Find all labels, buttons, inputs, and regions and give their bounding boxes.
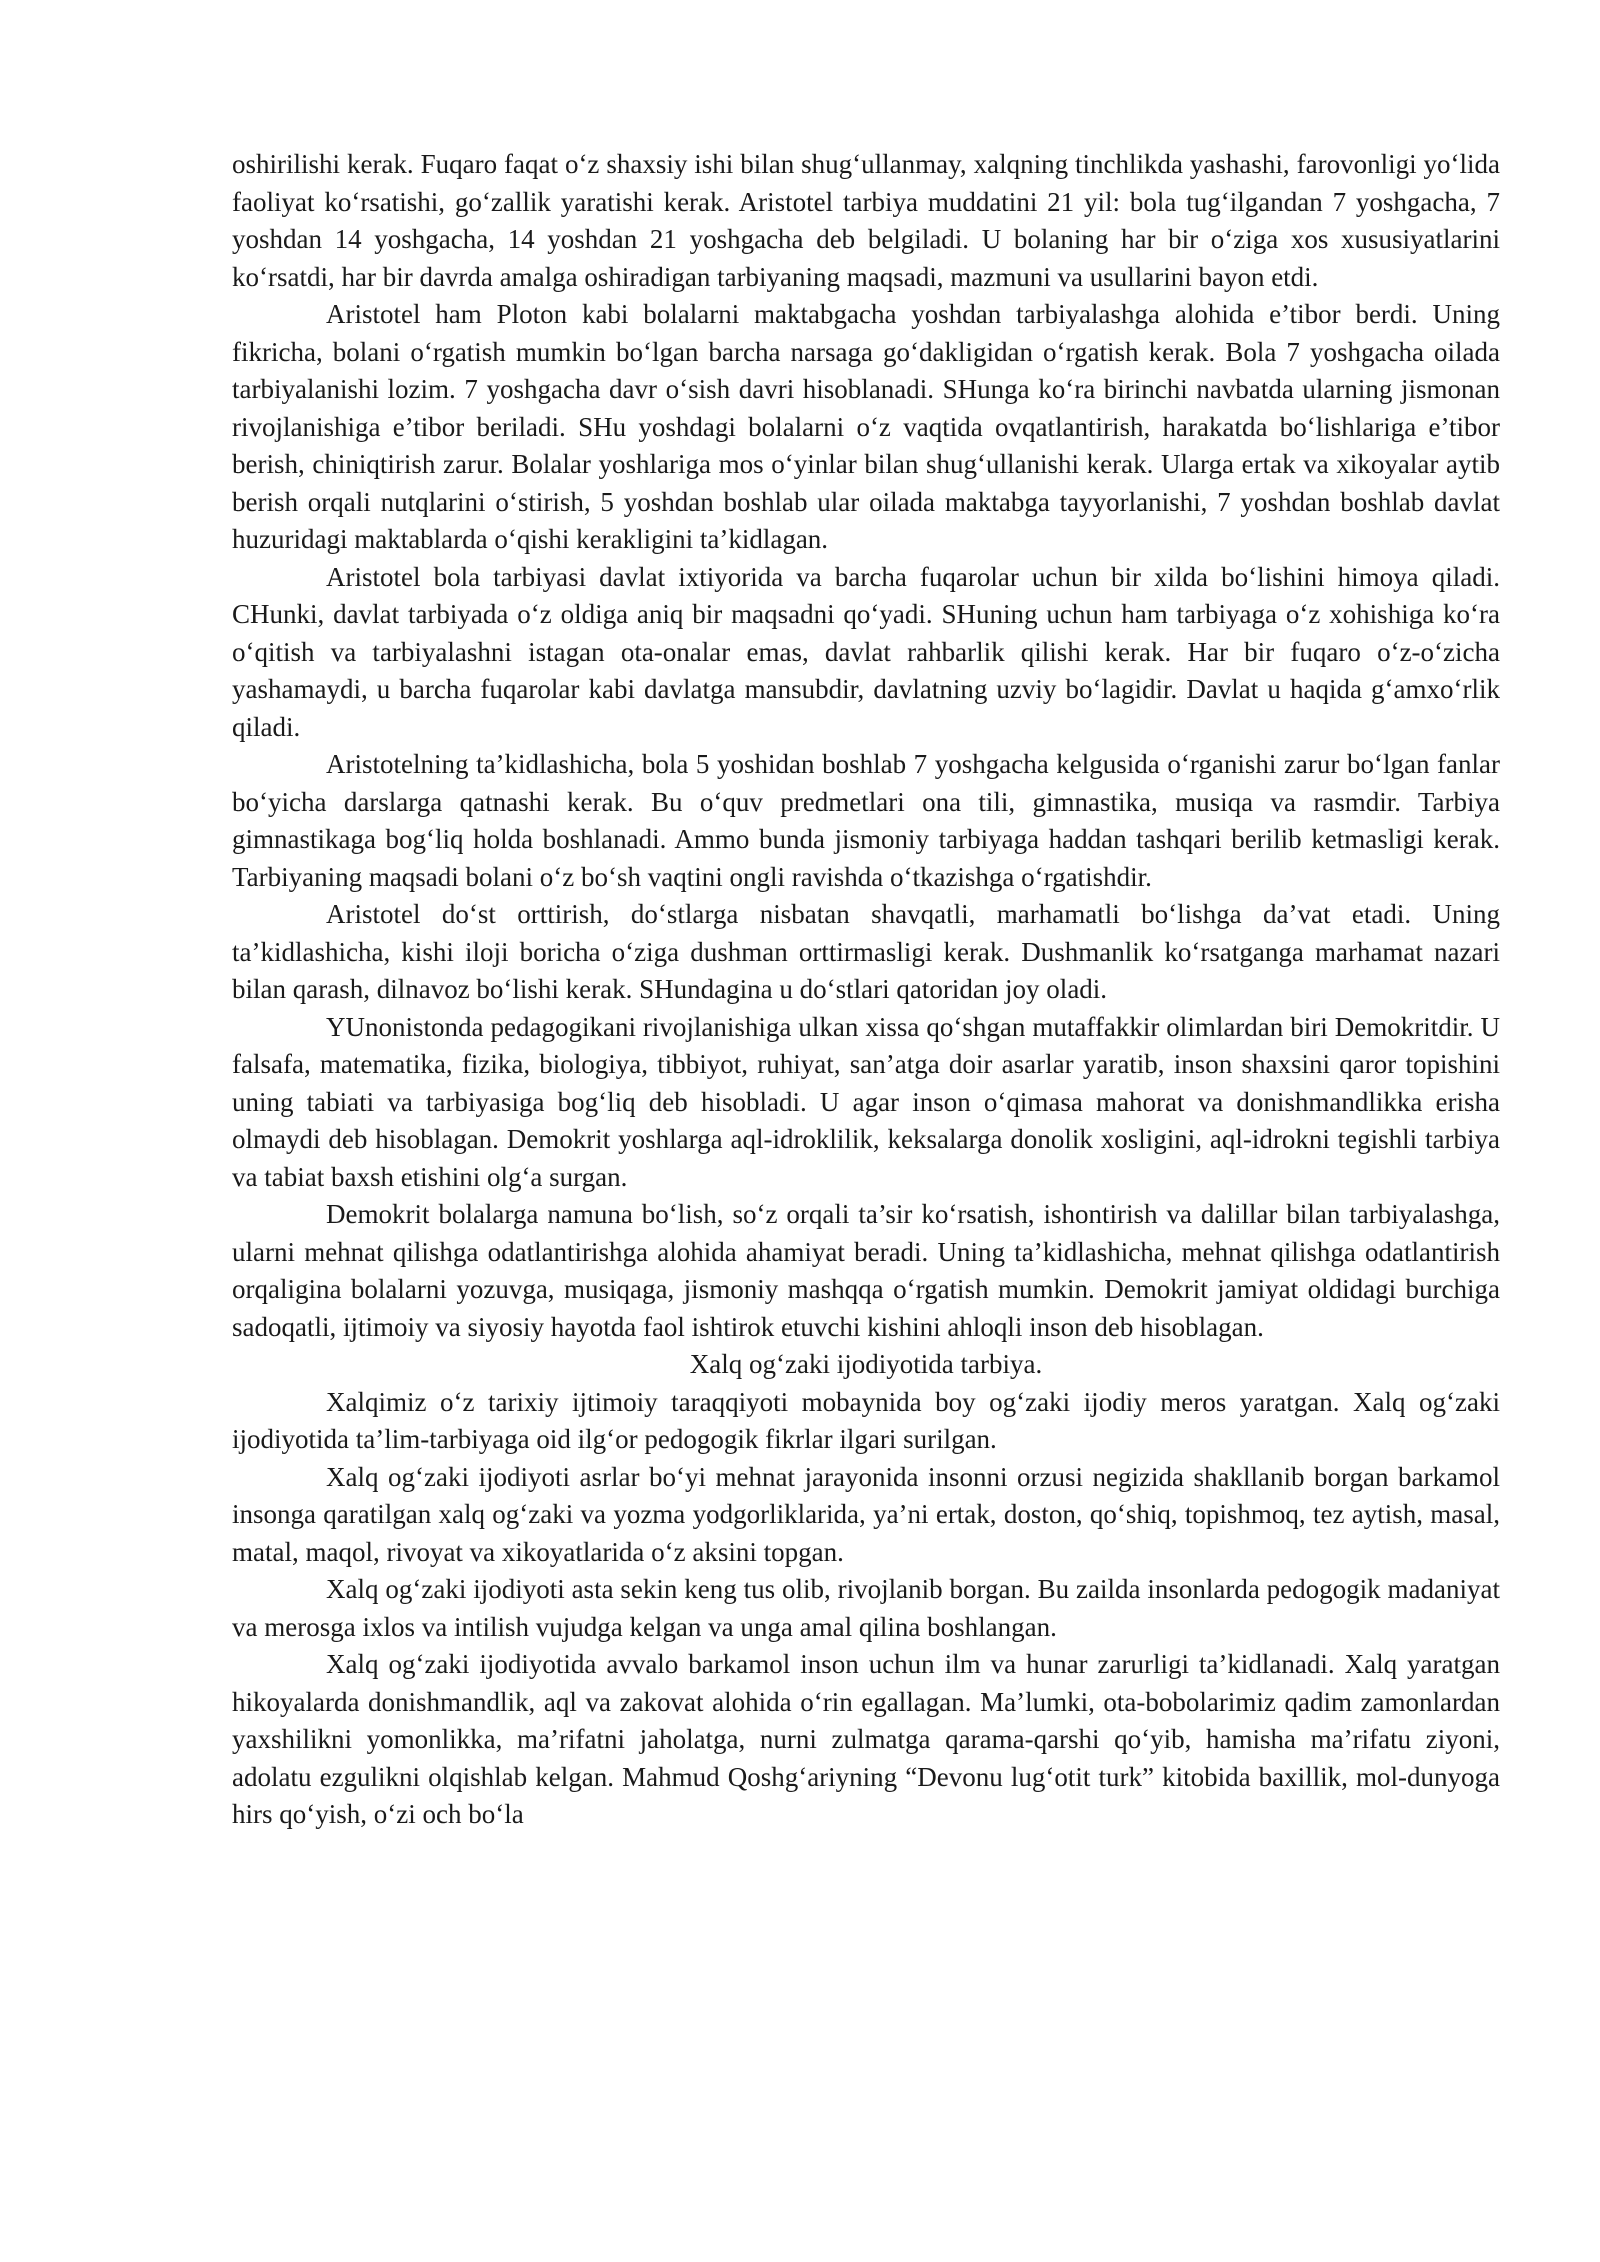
- paragraph-11: Xalq og‘zaki ijodiyotida avvalo barkamol inson uchun ilm va hunar zarurligi ta’kidlanadi. Xalq yaratgan hikoyalarda donishmandlik, aql va zakovat alohida o‘rin egallagan. Ma’lumki, ota-bobolarimiz qadim zamonlardan yaxshilikni yomonlikka, ma’rifatni jaholatga, nurni zulmatga qarama-qarshi qo‘yib, hamisha ma’rifatu ziyoni, adolatu ezgulikni olqishlab kelgan. Mahmud Qoshg‘ariyning “Devonu lug‘otit turk” kitobida baxillik, mol-dunyoga hirs qo‘yish, o‘zi och bo‘la: [232, 1649, 1500, 1829]
- paragraph-2: Aristotel ham Ploton kabi bolalarni maktabgacha yoshdan tarbiyalashga alohida e’tibor berdi. Uning fikricha, bolani o‘rgatish mumkin bo‘lgan barcha narsaga go‘dakligidan o‘rgatish kerak. Bola 7 yoshgacha oilada tarbiyalanishi lozim. 7 yoshgacha davr o‘sish davri hisoblanadi. SHunga ko‘ra birinchi navbatda ularning jismonan rivojlanishiga e’tibor beriladi. SHu yoshdagi bolalarni o‘z vaqtida ovqatlantirish, harakatda bo‘lishlariga e’tibor berish, chiniqtirish zarur. Bolalar yoshlariga mos o‘yinlar bilan shug‘ullanishi kerak. Ularga ertak va xikoyalar aytib berish orqali nutqlarini o‘stirish, 5 yoshdan boshlab ular oilada maktabga tayyorlanishi, 7 yoshdan boshlab davlat huzuridagi maktablarda o‘qishi kerakligini ta’kidlagan.: [232, 299, 1500, 554]
- paragraph-6: YUnonistonda pedagogikani rivojlanishiga ulkan xissa qo‘shgan mutaffakkir olimlardan biri Demokritdir. U falsafa, matematika, fizika, biologiya, tibbiyot, ruhiyat, san’atga doir asarlar yaratib, inson shaxsini qaror topishini uning tabiati va tarbiyasiga bog‘liq deb hisobladi. U agar inson o‘qimasa mahorat va donishmandlikka erisha olmaydi deb hisoblagan. Demokrit yoshlarga aql-idroklilik, keksalarga donolik xosligini, aql-idrokni tegishli tarbiya va tabiat baxsh etishini olg‘a surgan.: [232, 1011, 1500, 1192]
- paragraph-4: Aristotelning ta’kidlashicha, bola 5 yoshidan boshlab 7 yoshgacha kelgusida o‘rganishi zarur bo‘lgan fanlar bo‘yicha darslarga qatnashi kerak. Bu o‘quv predmetlari ona tili, gimnastika, musiqa va rasmdir. Tarbiya gimnastikaga bog‘liq holda boshlanadi. Ammo bunda jismoniy tarbiyaga haddan tashqari berilib ketmasligi kerak. Tarbiyaning maqsadi bolani o‘z bo‘sh vaqtini ongli ravishda o‘tkazishga o‘rgatishdir.: [232, 749, 1500, 892]
- paragraph-5: Aristotel do‘st orttirish, do‘stlarga nisbatan shavqatli, marhamatli bo‘lishga da’vat etadi. Uning ta’kidlashicha, kishi iloji boricha o‘ziga dushman orttirmasligi kerak. Dushmanlik ko‘rsatganga marhamat nazari bilan qarash, dilnavoz bo‘lishi kerak. SHundagina u do‘stlari qatoridan joy oladi.: [232, 899, 1500, 1004]
- paragraph-10: Xalq og‘zaki ijodiyoti asta sekin keng tus olib, rivojlanib borgan. Bu zailda insonlarda pedogogik madaniyat va merosga ixlos va intilish vujudga kelgan va unga amal qilina boshlangan.: [232, 1574, 1500, 1642]
- paragraph-7: Demokrit bolalarga namuna bo‘lish, so‘z orqali ta’sir ko‘rsatish, ishontirish va dalillar bilan tarbiyalashga, ularni mehnat qilishga odatlantirishga alohida ahamiyat beradi. Uning ta’kidlashicha, mehnat qilishga odatlantirish orqaligina bolalarni yozuvga, musiqaga, jismoniy mashqqa o‘rgatish mumkin. Demokrit jamiyat oldidagi burchiga sadoqatli, ijtimoiy va siyosiy hayotda faol ishtirok etuvchi kishini ahloqli inson deb hisoblagan.: [232, 1199, 1500, 1342]
- document-page: [232, 146, 1500, 1834]
- paragraph-8: Xalqimiz o‘z tarixiy ijtimoiy taraqqiyoti mobaynida boy og‘zaki ijodiy meros yaratgan. Xalq og‘zaki ijodiyotida ta’lim-tarbiyaga oid ilg‘or pedogogik fikrlar ilgari surilgan.: [232, 1386, 1500, 1454]
- paragraph-1: oshirilishi kerak. Fuqaro faqat o‘z shaxsiy ishi bilan shug‘ullanmay, xalqning tinchlikda yashashi, farovonligi yo‘lida faoliyat ko‘rsatishi, go‘zallik yaratishi kerak. Aristotel tarbiya muddatini 21 yil: bola tug‘ilgandan 7 yoshgacha, 7 yoshdan 14 yoshgacha, 14 yoshdan 21 yoshgacha deb belgiladi. U bolaning har bir o‘ziga xos xususiyatlarini ko‘rsatdi, har bir davrda amalga oshiradigan tarbiyaning maqsadi, mazmuni va usullarini bayon etdi.: [232, 149, 1500, 292]
- paragraph-3: Aristotel bola tarbiyasi davlat ixtiyorida va barcha fuqarolar uchun bir xilda bo‘lishini himoya qiladi. CHunki, davlat tarbiyada o‘z oldiga aniq bir maqsadni qo‘yadi. SHuning uchun ham tarbiyaga o‘z xohishiga ko‘ra o‘qitish va tarbiyalashni istagan ota-onalar emas, davlat rahbarlik qilishi kerak. Har bir fuqaro o‘z-o‘zicha yashamaydi, u barcha fuqarolar kabi davlatga mansubdir, davlatning uzviy bo‘lagidir. Davlat u haqida g‘amxo‘rlik qiladi.: [232, 561, 1500, 742]
- paragraph-9: Xalq og‘zaki ijodiyoti asrlar bo‘yi mehnat jarayonida insonni orzusi negizida shakllanib borgan barkamol insonga qaratilgan xalq og‘zaki va yozma yodgorliklarida, ya’ni ertak, doston, qo‘shiq, topishmoq, tez aytish, masal, matal, maqol, rivoyat va xikoyatlarida o‘z aksini topgan.: [232, 1461, 1500, 1567]
- section-heading: Xalq og‘zaki ijodiyotida tarbiya.: [689, 1349, 1043, 1379]
